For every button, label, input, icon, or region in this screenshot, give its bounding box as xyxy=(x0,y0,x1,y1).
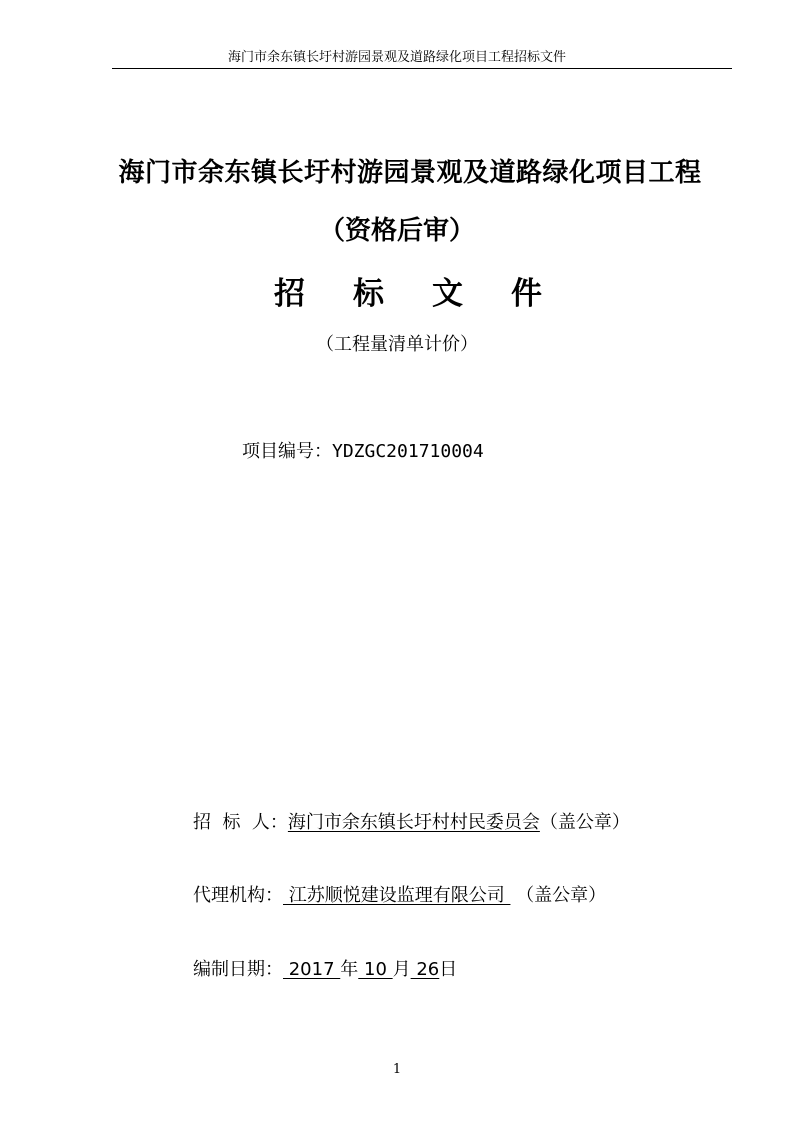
project-number-line xyxy=(242,437,484,463)
document-type-heading: 招标文件 xyxy=(274,276,590,312)
tenderer-name: 海门市余东镇长圩村村民委员会 xyxy=(287,812,540,833)
tenderer-line xyxy=(193,808,630,834)
compile-date-label: 编制日期： xyxy=(193,959,283,980)
compile-date-month: 10 xyxy=(358,959,393,980)
compile-date-line xyxy=(193,955,457,981)
header-rule xyxy=(112,68,732,69)
page-number: 1 xyxy=(392,1062,402,1077)
project-number-label: 项目编号： xyxy=(242,441,332,462)
compile-date-day: 26 xyxy=(410,959,440,980)
tenderer-label: 招 标 人： xyxy=(193,812,288,833)
agency-name: 江苏顺悦建设监理有限公司 xyxy=(283,885,511,906)
compile-date-day-unit: 日 xyxy=(439,959,458,980)
project-number-value: YDZGC201710004 xyxy=(332,441,484,462)
agency-seal-note: （盖公章） xyxy=(510,885,607,906)
cover-subtitle: （资格后审） xyxy=(318,216,475,246)
agency-line xyxy=(193,881,606,907)
tenderer-seal-note: （盖公章） xyxy=(539,812,630,833)
pricing-method: （工程量清单计价） xyxy=(316,334,478,355)
compile-date-month-unit: 月 xyxy=(392,959,411,980)
cover-title: 海门市余东镇长圩村游园景观及道路绿化项目工程 xyxy=(118,158,702,188)
compile-date-year-unit: 年 xyxy=(340,959,359,980)
running-header: 海门市余东镇长圩村游园景观及道路绿化项目工程招标文件 xyxy=(227,50,566,65)
agency-label: 代理机构： xyxy=(193,885,283,906)
compile-date-year: 2017 xyxy=(283,959,341,980)
